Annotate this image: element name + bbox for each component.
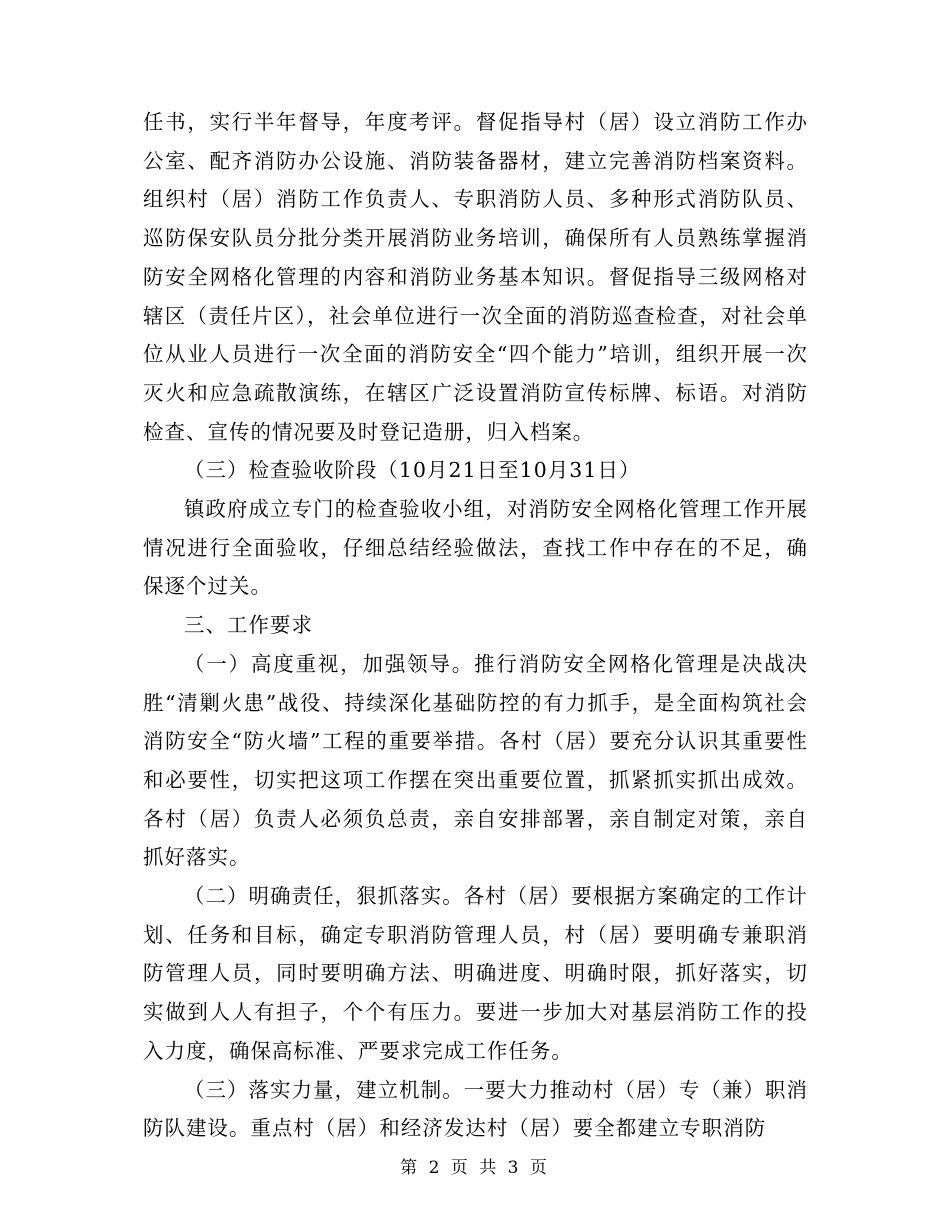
section-heading-requirements: 三、工作要求 [184,613,313,638]
paragraph-7: （三）落实力量，建立机制。一要大力推动村（居）专（兼）职消防队建设。重点村（居）和经济发达村（居）要全都建立专职消防 [143,1077,808,1141]
paragraph-6: （二）明确责任，狠抓落实。各村（居）要根据方案确定的工作计划、任务和目标，确定专职消防管理人员，村（居）要明确专兼职消防管理人员，同时要明确方法、明确进度、明确时限，抓好落实，切实做到人人有担子，个个有压力。要进一步加大对基层消防工作的投入力度，确保高标准、严要求完成工作任务。 [143,884,808,1063]
paragraph-2-heading: （三）检查验收阶段（10月21日至10月31日） [184,458,641,483]
paragraph-5: （一）高度重视，加强领导。推行消防安全网格化管理是决战决胜“清剿火患”战役、持续深化基础防控的有力抓手，是全面构筑社会消防安全“防火墙”工程的重要举措。各村（居）要充分认识其重要性和必要性，切实把这项工作摆在突出重要位置，抓紧抓实抓出成效。各村（居）负责人必须负总责，亲自安排部署，亲自制定对策，亲自抓好落实。 [143,651,808,870]
paragraph-1: 任书，实行半年督导，年度考评。督促指导村（居）设立消防工作办公室、配齐消防办公设施、消防装备器材，建立完善消防档案资料。组织村（居）消防工作负责人、专职消防人员、多种形式消防队员、巡防保安队员分批分类开展消防业务培训，确保所有人员熟练掌握消防安全网格化管理的内容和消防业务基本知识。督促指导三级网格对辖区（责任片区），社会单位进行一次全面的消防巡查检查，对社会单位从业人员进行一次全面的消防安全“四个能力”培训，组织开展一次灭火和应急疏散演练，在辖区广泛设置消防宣传标牌、标语。对消防检查、宣传的情况要及时登记造册，归入档案。 [143,110,808,444]
paragraph-3: 镇政府成立专门的检查验收小组，对消防安全网格化管理工作开展情况进行全面验收，仔细总结经验做法，查找工作中存在的不足，确保逐个过关。 [143,497,808,599]
page-footer: 第 2 页 共 3 页 [400,1158,550,1178]
document-body [143,103,808,1148]
